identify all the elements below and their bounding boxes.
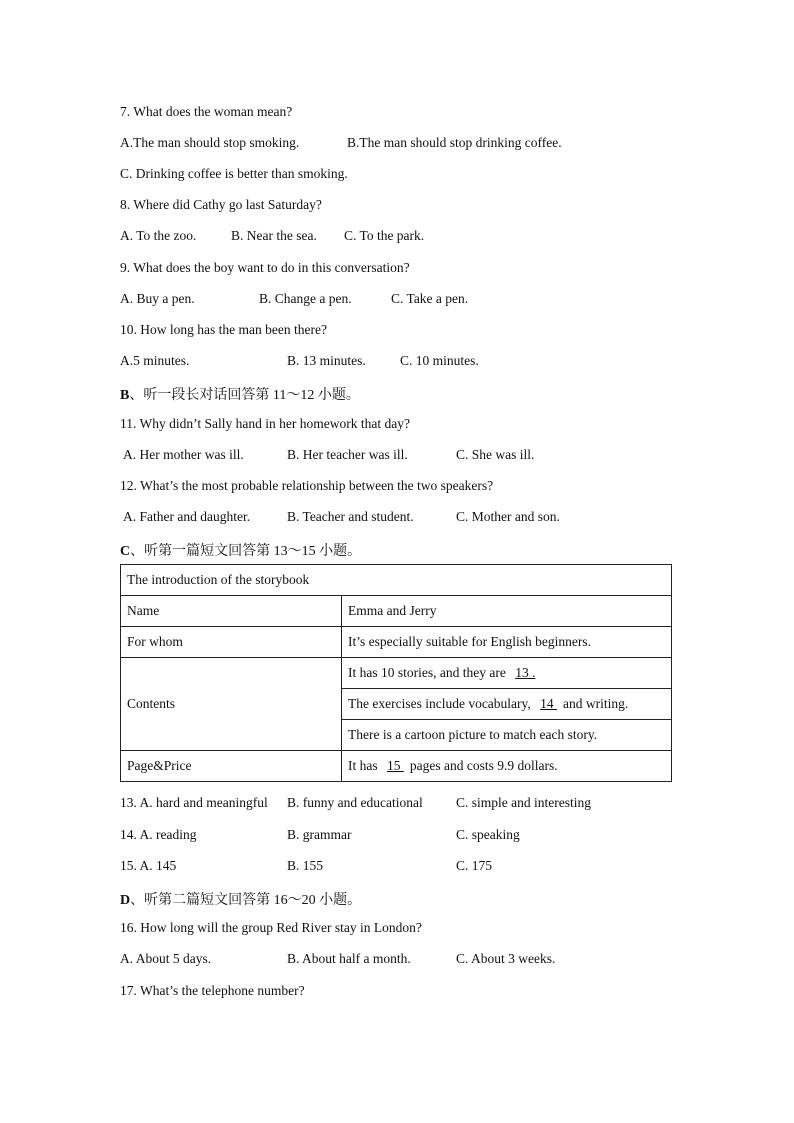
table-cell-value (342, 658, 672, 689)
section-c-letter: C (120, 544, 131, 559)
table-row (121, 751, 672, 782)
section-c-text: 、听第一篇短文回答第 13～15 小题。 (130, 544, 362, 559)
blank-14: 14 (540, 696, 558, 711)
q7-option-c: C. Drinking coffee is better than smoking. (120, 166, 348, 181)
q9-option-a: A. Buy a pen. (120, 291, 195, 306)
q12-option-a: A. Father and daughter. (123, 509, 251, 524)
q10-option-b: B. 13 minutes. (287, 353, 366, 368)
table-cell-label: Contents (121, 658, 342, 751)
q11-option-c: C. She was ill. (456, 447, 535, 462)
q11-option-b: B. Her teacher was ill. (287, 447, 408, 462)
cell-text: and writing. (563, 696, 629, 711)
table-cell-label: Name (121, 596, 342, 627)
table-cell-label: Page&Price (121, 751, 342, 782)
q12-option-b: B. Teacher and student. (287, 509, 414, 524)
table-row (121, 565, 672, 596)
q8-option-a: A. To the zoo. (120, 228, 197, 243)
question-17: 17. What’s the telephone number? (120, 983, 305, 998)
question-7: 7. What does the woman mean? (120, 104, 293, 119)
section-d-text: 、听第二篇短文回答第 16～20 小题。 (130, 893, 362, 908)
question-9: 9. What does the boy want to do in this conversation? (120, 260, 410, 275)
q14-option-c: C. speaking (456, 827, 520, 842)
table-cell-value: Emma and Jerry (342, 596, 672, 627)
q10-option-c: C. 10 minutes. (400, 353, 479, 368)
question-12: 12. What’s the most probable relationship between the two speakers? (120, 478, 494, 493)
q15-option-a: 15. A. 145 (120, 858, 177, 873)
q16-option-c: C. About 3 weeks. (456, 951, 556, 966)
cell-text: It has 10 stories, and they are (348, 665, 510, 680)
section-b-heading (120, 384, 360, 404)
q13-option-c: C. simple and interesting (456, 795, 591, 810)
table-cell-value: It’s especially suitable for English beginners. (342, 627, 672, 658)
q12-option-c: C. Mother and son. (456, 509, 560, 524)
cell-text: The exercises include vocabulary, (348, 696, 535, 711)
section-b-letter: B (120, 388, 130, 403)
q13-option-b: B. funny and educational (287, 795, 423, 810)
q10-option-a: A.5 minutes. (120, 353, 190, 368)
cell-text: It has (348, 758, 381, 773)
q14-option-b: B. grammar (287, 827, 352, 842)
storybook-table (120, 564, 672, 782)
q7-option-a: A.The man should stop smoking. (120, 135, 300, 150)
question-10: 10. How long has the man been there? (120, 322, 327, 337)
question-8: 8. Where did Cathy go last Saturday? (120, 197, 322, 212)
table-cell-value (342, 689, 672, 720)
table-cell-value: There is a cartoon picture to match each story. (342, 720, 672, 751)
q8-option-c: C. To the park. (344, 228, 425, 243)
q9-option-b: B. Change a pen. (259, 291, 352, 306)
table-row (121, 627, 672, 658)
table-cell-value (342, 751, 672, 782)
cell-text: pages and costs 9.9 dollars. (409, 758, 558, 773)
section-b-text: 、听一段长对话回答第 11～12 小题。 (129, 388, 360, 403)
table-row (121, 596, 672, 627)
blank-13: 13 . (515, 665, 536, 680)
question-16: 16. How long will the group Red River stay in London? (120, 920, 422, 935)
blank-15: 15 (387, 758, 404, 773)
q8-option-b: B. Near the sea. (231, 228, 317, 243)
q14-option-a: 14. A. reading (120, 827, 197, 842)
q16-option-b: B. About half a month. (287, 951, 411, 966)
q16-option-a: A. About 5 days. (120, 951, 212, 966)
q11-option-a: A. Her mother was ill. (123, 447, 244, 462)
table-row (121, 658, 672, 689)
q13-option-a: 13. A. hard and meaningful (120, 795, 268, 810)
q15-option-b: B. 155 (287, 858, 324, 873)
section-d-heading (120, 889, 361, 909)
section-c-heading (120, 540, 361, 560)
table-cell-label: For whom (121, 627, 342, 658)
section-d-letter: D (120, 893, 131, 908)
q15-option-c: C. 175 (456, 858, 493, 873)
question-11: 11. Why didn’t Sally hand in her homework that day? (120, 416, 410, 431)
q9-option-c: C. Take a pen. (391, 291, 469, 306)
table-title: The introduction of the storybook (121, 565, 672, 596)
q7-option-b: B.The man should stop drinking coffee. (347, 135, 562, 150)
